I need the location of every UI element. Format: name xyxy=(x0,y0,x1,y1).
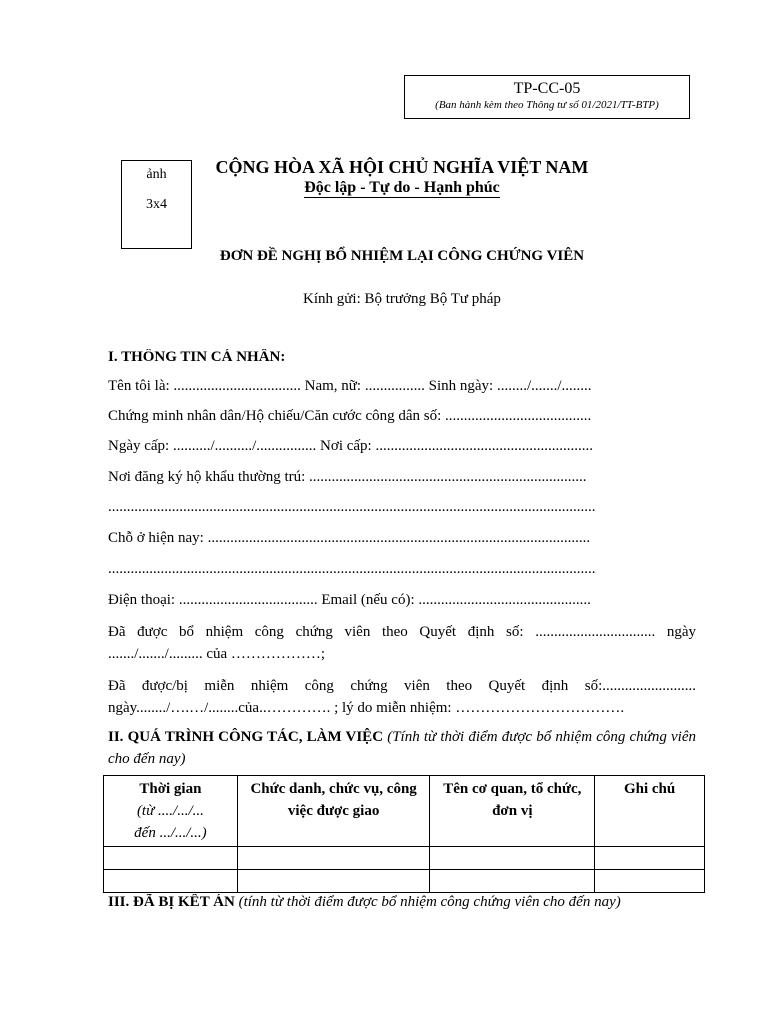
table-cell xyxy=(595,847,705,870)
section3-note: (tính từ thời điểm được bổ nhiệm công chứng viên cho đến nay) xyxy=(238,894,621,910)
field-appointment-decision: Đã được bổ nhiệm công chứng viên theo Quyết định số: ................................ ngày ......./......./......... của ………………; xyxy=(108,624,696,662)
motto-text: Độc lập - Tự do - Hạnh phúc xyxy=(304,179,500,196)
table-header-row xyxy=(104,776,705,847)
col-time-label: Thời gian xyxy=(139,781,202,797)
document-title: ĐƠN ĐỀ NGHỊ BỔ NHIỆM LẠI CÔNG CHỨNG VIÊN xyxy=(219,248,585,264)
form-code-box xyxy=(404,75,690,119)
col-position: Chức danh, chức vụ, công việc được giao xyxy=(237,776,430,847)
table-row xyxy=(104,847,705,870)
national-title: CỘNG HÒA XÃ HỘI CHỦ NGHĨA VIỆT NAM xyxy=(215,157,589,177)
col-notes: Ghi chú xyxy=(595,776,705,847)
photo-size: 3x4 xyxy=(146,197,167,212)
section3-heading: III. ĐÃ BỊ KẾT ÁN xyxy=(108,894,235,910)
field-name-gender-dob: Tên tôi là: .................................. Nam, nữ: ................ Sinh ngày: ......../......./........ xyxy=(108,378,592,394)
col-organization: Tên cơ quan, tổ chức, đơn vị xyxy=(430,776,595,847)
table-cell xyxy=(430,847,595,870)
field-id-number: Chứng minh nhân dân/Hộ chiếu/Căn cước công dân số: ....................................... xyxy=(108,408,592,424)
work-history-table xyxy=(103,775,705,893)
addressee: Kính gửi: Bộ trưởng Bộ Tư pháp xyxy=(303,291,501,307)
photo-placeholder xyxy=(121,160,192,249)
section1-heading: I. THÔNG TIN CÁ NHÂN: xyxy=(108,349,286,365)
table-cell xyxy=(104,847,238,870)
field-current-address: Chỗ ở hiện nay: ...................................................................................................... xyxy=(108,530,591,546)
table-cell xyxy=(430,870,595,893)
col-time xyxy=(104,776,238,847)
table-cell xyxy=(595,870,705,893)
col-time-from: (từ ..../.../... xyxy=(136,803,204,819)
field-phone-email: Điện thoại: ..................................... Email (nếu có): .............................................. xyxy=(108,592,591,608)
section2-heading-block xyxy=(108,726,696,770)
national-motto xyxy=(190,179,614,197)
field-current-address-cont: .................................................................................................................................. xyxy=(108,561,596,577)
field-permanent-address-cont: .................................................................................................................................. xyxy=(108,499,596,515)
field-permanent-address: Nơi đăng ký hộ khẩu thường trú: .......................................................................... xyxy=(108,469,587,485)
section2-heading: II. QUÁ TRÌNH CÔNG TÁC, LÀM VIỆC xyxy=(108,729,384,745)
field-dismissal-decision: Đã được/bị miễn nhiệm công chứng viên theo Quyết định số:......................... ngày......../….…/........của..…………. ; lý do miễn nhiệm: ……………………………. xyxy=(108,678,696,716)
section2-note: (Tính từ thời điểm được bổ nhiệm công chứng viên cho đến nay) xyxy=(108,729,697,767)
table-cell xyxy=(237,847,430,870)
table-cell xyxy=(104,870,238,893)
table-cell xyxy=(237,870,430,893)
col-time-to: đến .../.../...) xyxy=(134,825,207,841)
field-issue-date-place: Ngày cấp: ........../........../................ Nơi cấp: .......................................................... xyxy=(108,438,593,454)
form-code: TP-CC-05 xyxy=(513,80,581,97)
photo-label: ảnh xyxy=(146,167,167,182)
form-issuance-note: (Ban hành kèm theo Thông tư số 01/2021/TT-BTP) xyxy=(435,99,659,111)
table-row xyxy=(104,870,705,893)
section3-heading-block xyxy=(108,894,696,911)
